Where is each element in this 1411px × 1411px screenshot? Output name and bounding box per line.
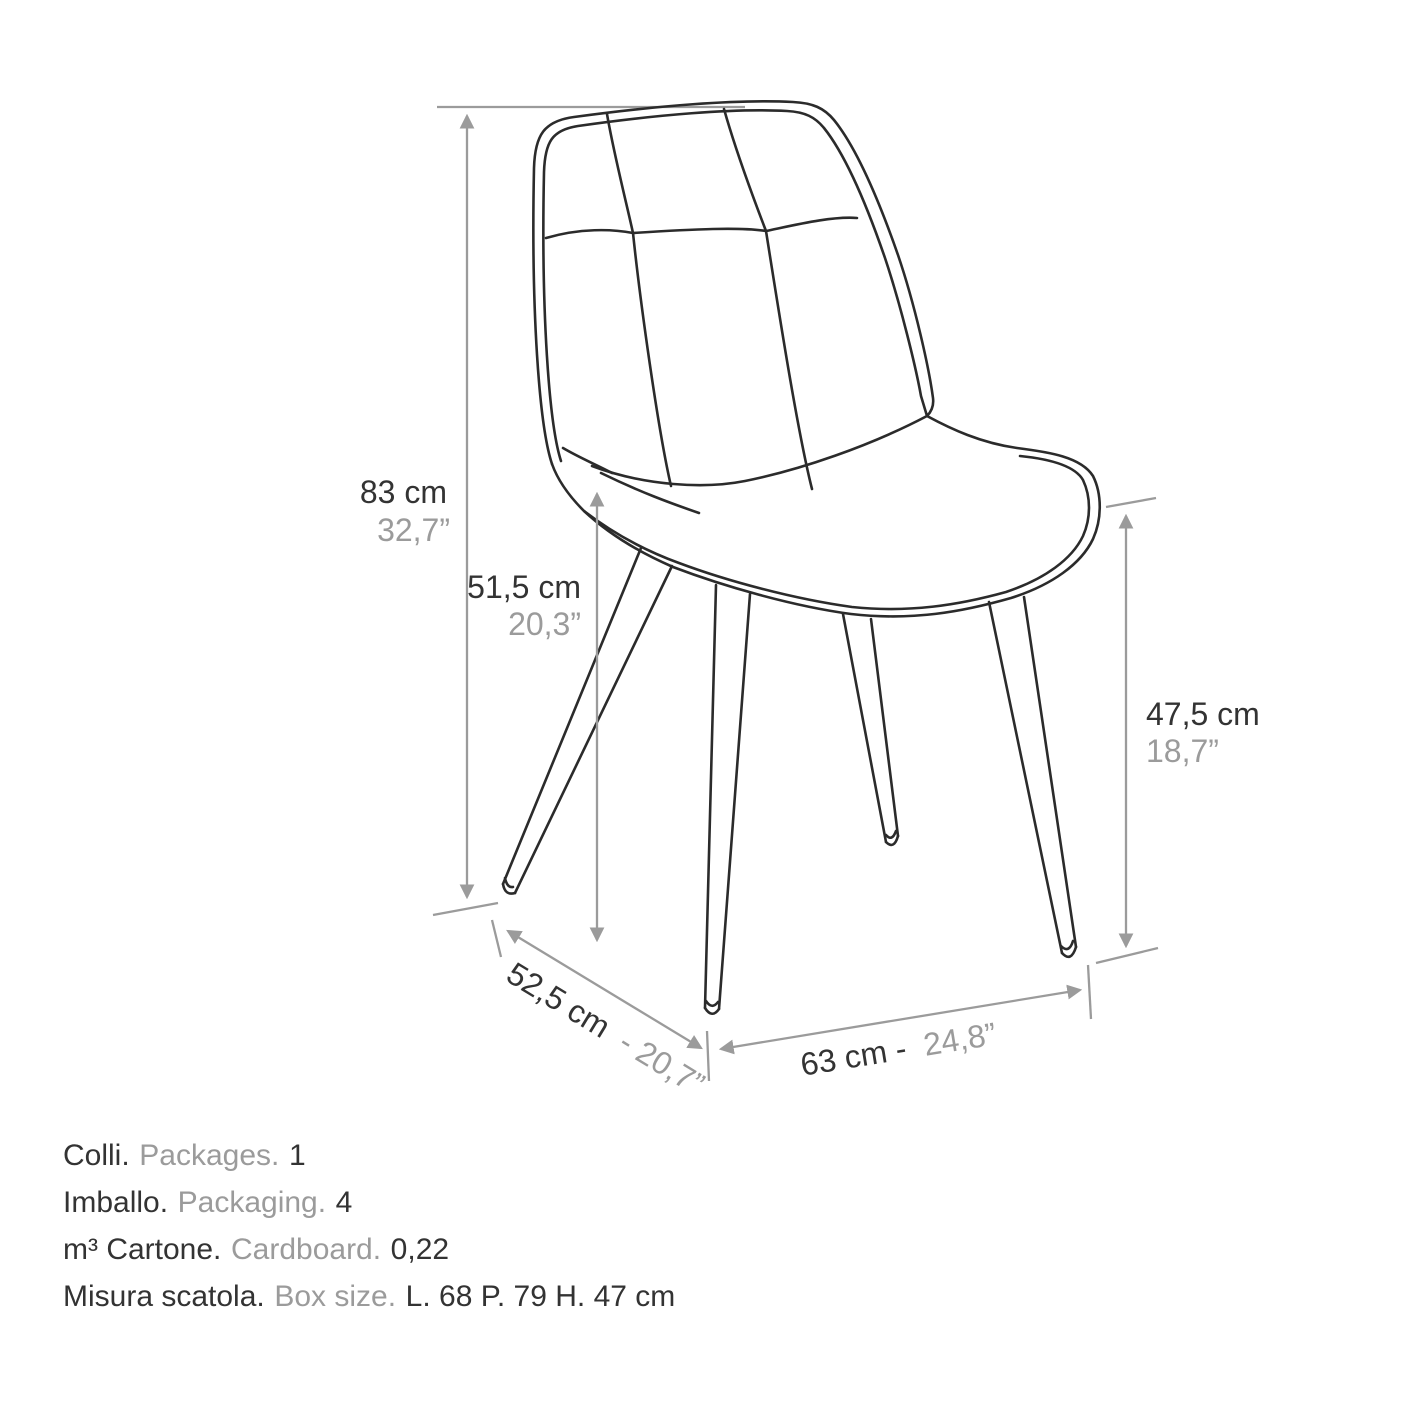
spec-label-en: Packaging. [177, 1186, 327, 1219]
backrest-outer-edge [533, 101, 933, 464]
leg-rear-right [843, 614, 898, 845]
backrest-vertical-seam-right [724, 109, 812, 489]
spec-value: 4 [335, 1186, 353, 1219]
label-seat-height-cm: 51,5 cm [467, 569, 581, 605]
label-seat-height-inch: 20,3” [508, 606, 581, 642]
label-width-inch: 24,8” [920, 1015, 999, 1063]
label-width-cm: 63 cm - [797, 1030, 909, 1083]
label-depth [501, 955, 711, 1102]
tick-total-height-bottom [433, 903, 498, 915]
spec-row-colli [63, 1132, 675, 1179]
seat-back-edge [592, 416, 927, 485]
backrest-horizontal-seam [546, 218, 857, 238]
seat-fold-seam [601, 473, 699, 513]
label-depth-cm: 52,5 cm [500, 954, 617, 1045]
spec-label-en: Cardboard. [230, 1233, 382, 1266]
spec-label-it: Imballo. [63, 1186, 169, 1219]
leg-front-left [705, 585, 750, 1014]
backrest-vertical-seam-left [607, 114, 671, 486]
label-width [798, 1016, 999, 1083]
spec-label-it: Colli. [63, 1139, 130, 1172]
spec-label-it: Misura scatola. [63, 1280, 265, 1313]
spec-value: 1 [288, 1139, 306, 1172]
chair-drawing [503, 101, 1100, 1013]
seat-outer-edge [552, 416, 1100, 616]
dimension-labels [360, 474, 1260, 1102]
seat-inner-edge [584, 456, 1089, 609]
seat-left-curl [563, 448, 612, 473]
spec-row-cartone [63, 1226, 675, 1273]
spec-label-en: Packages. [139, 1139, 280, 1172]
spec-label-en: Box size. [274, 1280, 397, 1313]
backrest-inner-edge [543, 110, 927, 461]
label-total-height-inch: 32,7” [377, 512, 450, 548]
packaging-specs [63, 1132, 675, 1320]
label-total-height-cm: 83 cm [359, 474, 447, 510]
spec-row-imballo [63, 1179, 675, 1226]
spec-row-scatola [63, 1273, 675, 1320]
label-leg-height-cm: 47,5 cm [1146, 696, 1260, 732]
spec-value: 0,22 [390, 1233, 450, 1266]
spec-value: L. 68 P. 79 H. 47 cm [405, 1280, 676, 1313]
tick-leg-height-top [1106, 498, 1156, 507]
label-depth-inch: - 20,7” [613, 1023, 711, 1103]
leg-front-right [989, 597, 1076, 957]
tick-width-right [1088, 965, 1091, 1019]
tick-leg-height-bottom [1096, 948, 1158, 963]
tick-depth-start [492, 920, 501, 957]
spec-label-it: m³ Cartone. [63, 1233, 222, 1266]
label-leg-height-inch: 18,7” [1146, 733, 1219, 769]
